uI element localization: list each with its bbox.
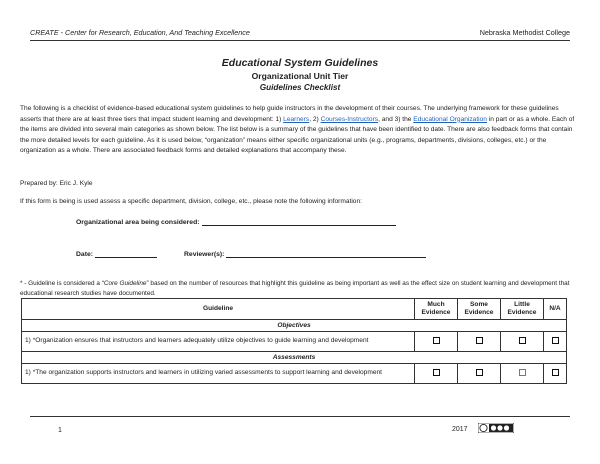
na-checkbox[interactable]: [552, 369, 559, 376]
header-right-text: Nebraska Methodist College: [479, 28, 570, 37]
date-label: Date:: [76, 251, 93, 258]
document-title: Educational System Guidelines: [221, 57, 379, 69]
document-subtitle-checklist: Guidelines Checklist: [259, 83, 341, 92]
much-evidence-cell: [415, 364, 458, 384]
footnote-lead: * - Guideline is considered a “: [20, 280, 104, 287]
intro-paragraph: [20, 104, 576, 157]
some-evidence-cell: [458, 332, 501, 352]
col-some-evidence: Some Evidence: [458, 299, 501, 320]
some-evidence-checkbox[interactable]: [476, 369, 483, 376]
document-subtitle: Organizational Unit Tier: [251, 71, 349, 81]
table-row: [22, 332, 567, 352]
table-header-row: [22, 299, 567, 320]
little-evidence-cell: [501, 332, 544, 352]
col-little-evidence: Little Evidence: [501, 299, 544, 320]
much-evidence-checkbox[interactable]: [433, 369, 440, 376]
prepared-by: Prepared by: Eric J. Kyle: [20, 180, 93, 187]
footer-divider: [30, 416, 570, 417]
reviewer-blank[interactable]: [226, 249, 426, 258]
much-evidence-cell: [415, 332, 458, 352]
intro-text-4: in part or as a whole. Each of the items are divided into several main categories as shown below. The list below is a summary of the guidelines that have been identified to date. There are also feedback forms that contain the more detailed levels for each guideline. As it is used below, “organization” means either specific organizational units (e.g., programs, departments, divisions, colleges, etc.) or the organization as a whole. There are associated feedback forms and detailed explanations that accompany these.: [20, 115, 575, 155]
na-checkbox[interactable]: [552, 337, 559, 344]
guideline-text: 1) *The organization supports instructors and learners in utilizing varied assessments to support learning and development: [22, 364, 415, 384]
category-objectives: Objectives: [22, 320, 567, 332]
courses-instructors-link[interactable]: Courses-Instructors: [320, 115, 379, 123]
category-row: [22, 320, 567, 332]
core-guideline-footnote: [20, 279, 576, 299]
some-evidence-cell: [458, 364, 501, 384]
category-assessments: Assessments: [22, 352, 567, 364]
footnote-core-term: Core Guideline: [103, 280, 147, 287]
col-na: N/A: [544, 299, 567, 320]
educational-organization-link[interactable]: Educational Organization: [413, 115, 487, 123]
date-blank[interactable]: [95, 249, 157, 258]
col-guideline: Guideline: [22, 299, 415, 320]
guideline-text: 1) *Organization ensures that instructors and learners adequately utilize objectives to guide learning and development: [22, 332, 415, 352]
guidelines-table: [21, 298, 567, 384]
little-evidence-checkbox[interactable]: [519, 337, 526, 344]
creative-commons-license-icon: [478, 423, 514, 433]
learners-link[interactable]: Learners: [283, 115, 310, 123]
form-notice: If this form is being is used assess a specific department, division, college, etc., please note the following information:: [20, 198, 362, 205]
na-cell: [544, 332, 567, 352]
footer-year: 2017: [452, 426, 468, 433]
page-header: [30, 28, 570, 40]
na-cell: [544, 364, 567, 384]
page-number: 1: [58, 427, 62, 434]
intro-text-3: , and 3) the: [378, 115, 414, 123]
footnote-rest: ” based on the number of resources that highlight this guideline as being important as well as the effect size on student learning and development that educational research studies have documented.: [20, 280, 570, 297]
table-row: [22, 364, 567, 384]
reviewer-field[interactable]: [184, 249, 426, 258]
reviewer-label: Reviewer(s):: [184, 251, 225, 258]
much-evidence-checkbox[interactable]: [433, 337, 440, 344]
intro-text-2: , 2): [309, 115, 321, 123]
col-much-evidence: Much Evidence: [415, 299, 458, 320]
org-area-blank[interactable]: [202, 217, 396, 226]
some-evidence-checkbox[interactable]: [476, 337, 483, 344]
header-left-text: CREATE - Center for Research, Education, And Teaching Excellence: [30, 28, 250, 37]
org-area-field[interactable]: [76, 217, 396, 226]
date-field[interactable]: [76, 249, 157, 258]
intro-text-1: The following is a checklist of evidence-based educational system guidelines to help guide instructors in the development of their courses. The underlying framework for these guidelines asserts that there are at least three tiers that impact student learning and development: 1): [20, 105, 559, 123]
org-area-label: Organizational area being considered:: [76, 219, 200, 226]
little-evidence-checkbox[interactable]: [519, 369, 526, 376]
header-divider: [30, 40, 570, 41]
little-evidence-cell: [501, 364, 544, 384]
category-row: [22, 352, 567, 364]
